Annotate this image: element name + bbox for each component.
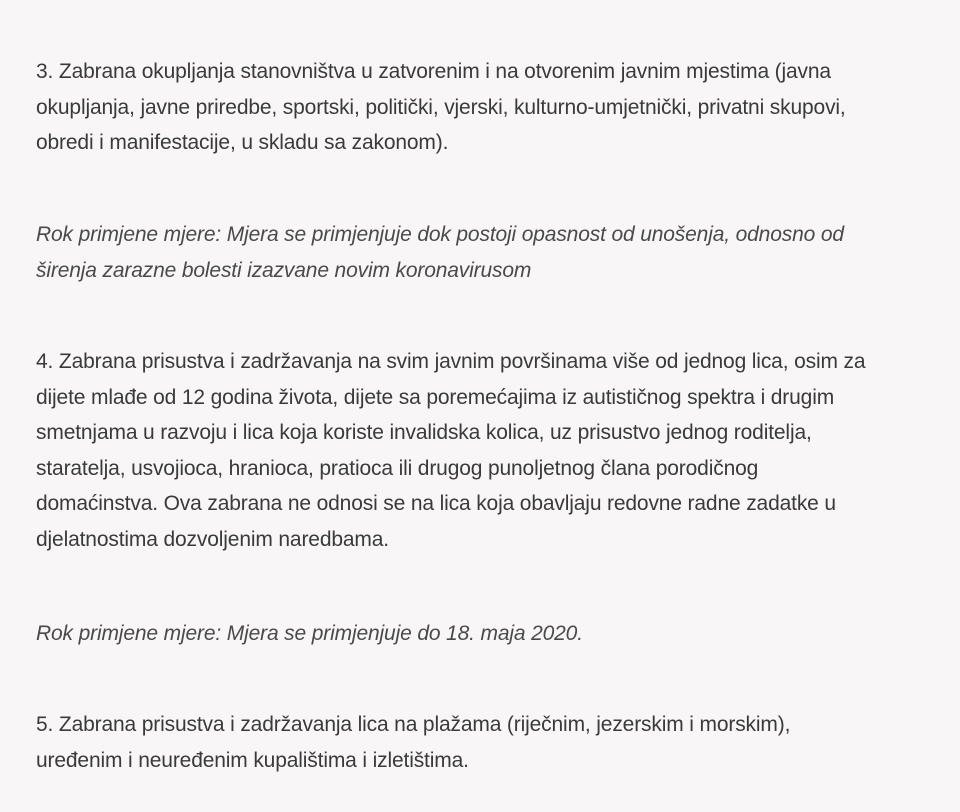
measure-5-text: 5. Zabrana prisustva i zadržavanja lica na plažama (riječnim, jezerskim i morskim), uređenim i neuređenim kupalištima i izletištima. bbox=[36, 713, 791, 772]
measure-4-duration-note: Rok primjene mjere: Mjera se primjenjuje do 18. maja 2020. bbox=[36, 622, 583, 645]
measure-4-text: 4. Zabrana prisustva i zadržavanja na svim javnim površinama više od jednog lica, osim za dijete mlađe od 12 godina života, dijete sa poremećajima iz autističnog spektra i drugim smetnjama u razvoju i lica koja koriste invalidska kolica, uz prisustvo jednog roditelja, staratelja, usvojioca, hranioca, pratioca ili drugog punoljetnog člana porodičnog domaćinstva. Ova zabrana ne odnosi se na lica koja obavljaju redovne radne zadatke u djelatnostima dozvoljenim naredbama. bbox=[36, 350, 866, 551]
measure-3-text: 3. Zabrana okupljanja stanovništva u zatvorenim i na otvorenim javnim mjestima (javna okupljanja, javne priredbe, sportski, politički, vjerski, kulturno-umjetnički, privatni skupovi, obredi i manifestacije, u skladu sa zakonom). bbox=[36, 60, 846, 154]
measure-3-duration-note: Rok primjene mjere: Mjera se primjenjuje dok postoji opasnost od unošenja, odnosno od širenja zarazne bolesti izazvane novim koronavirusom bbox=[36, 223, 844, 282]
